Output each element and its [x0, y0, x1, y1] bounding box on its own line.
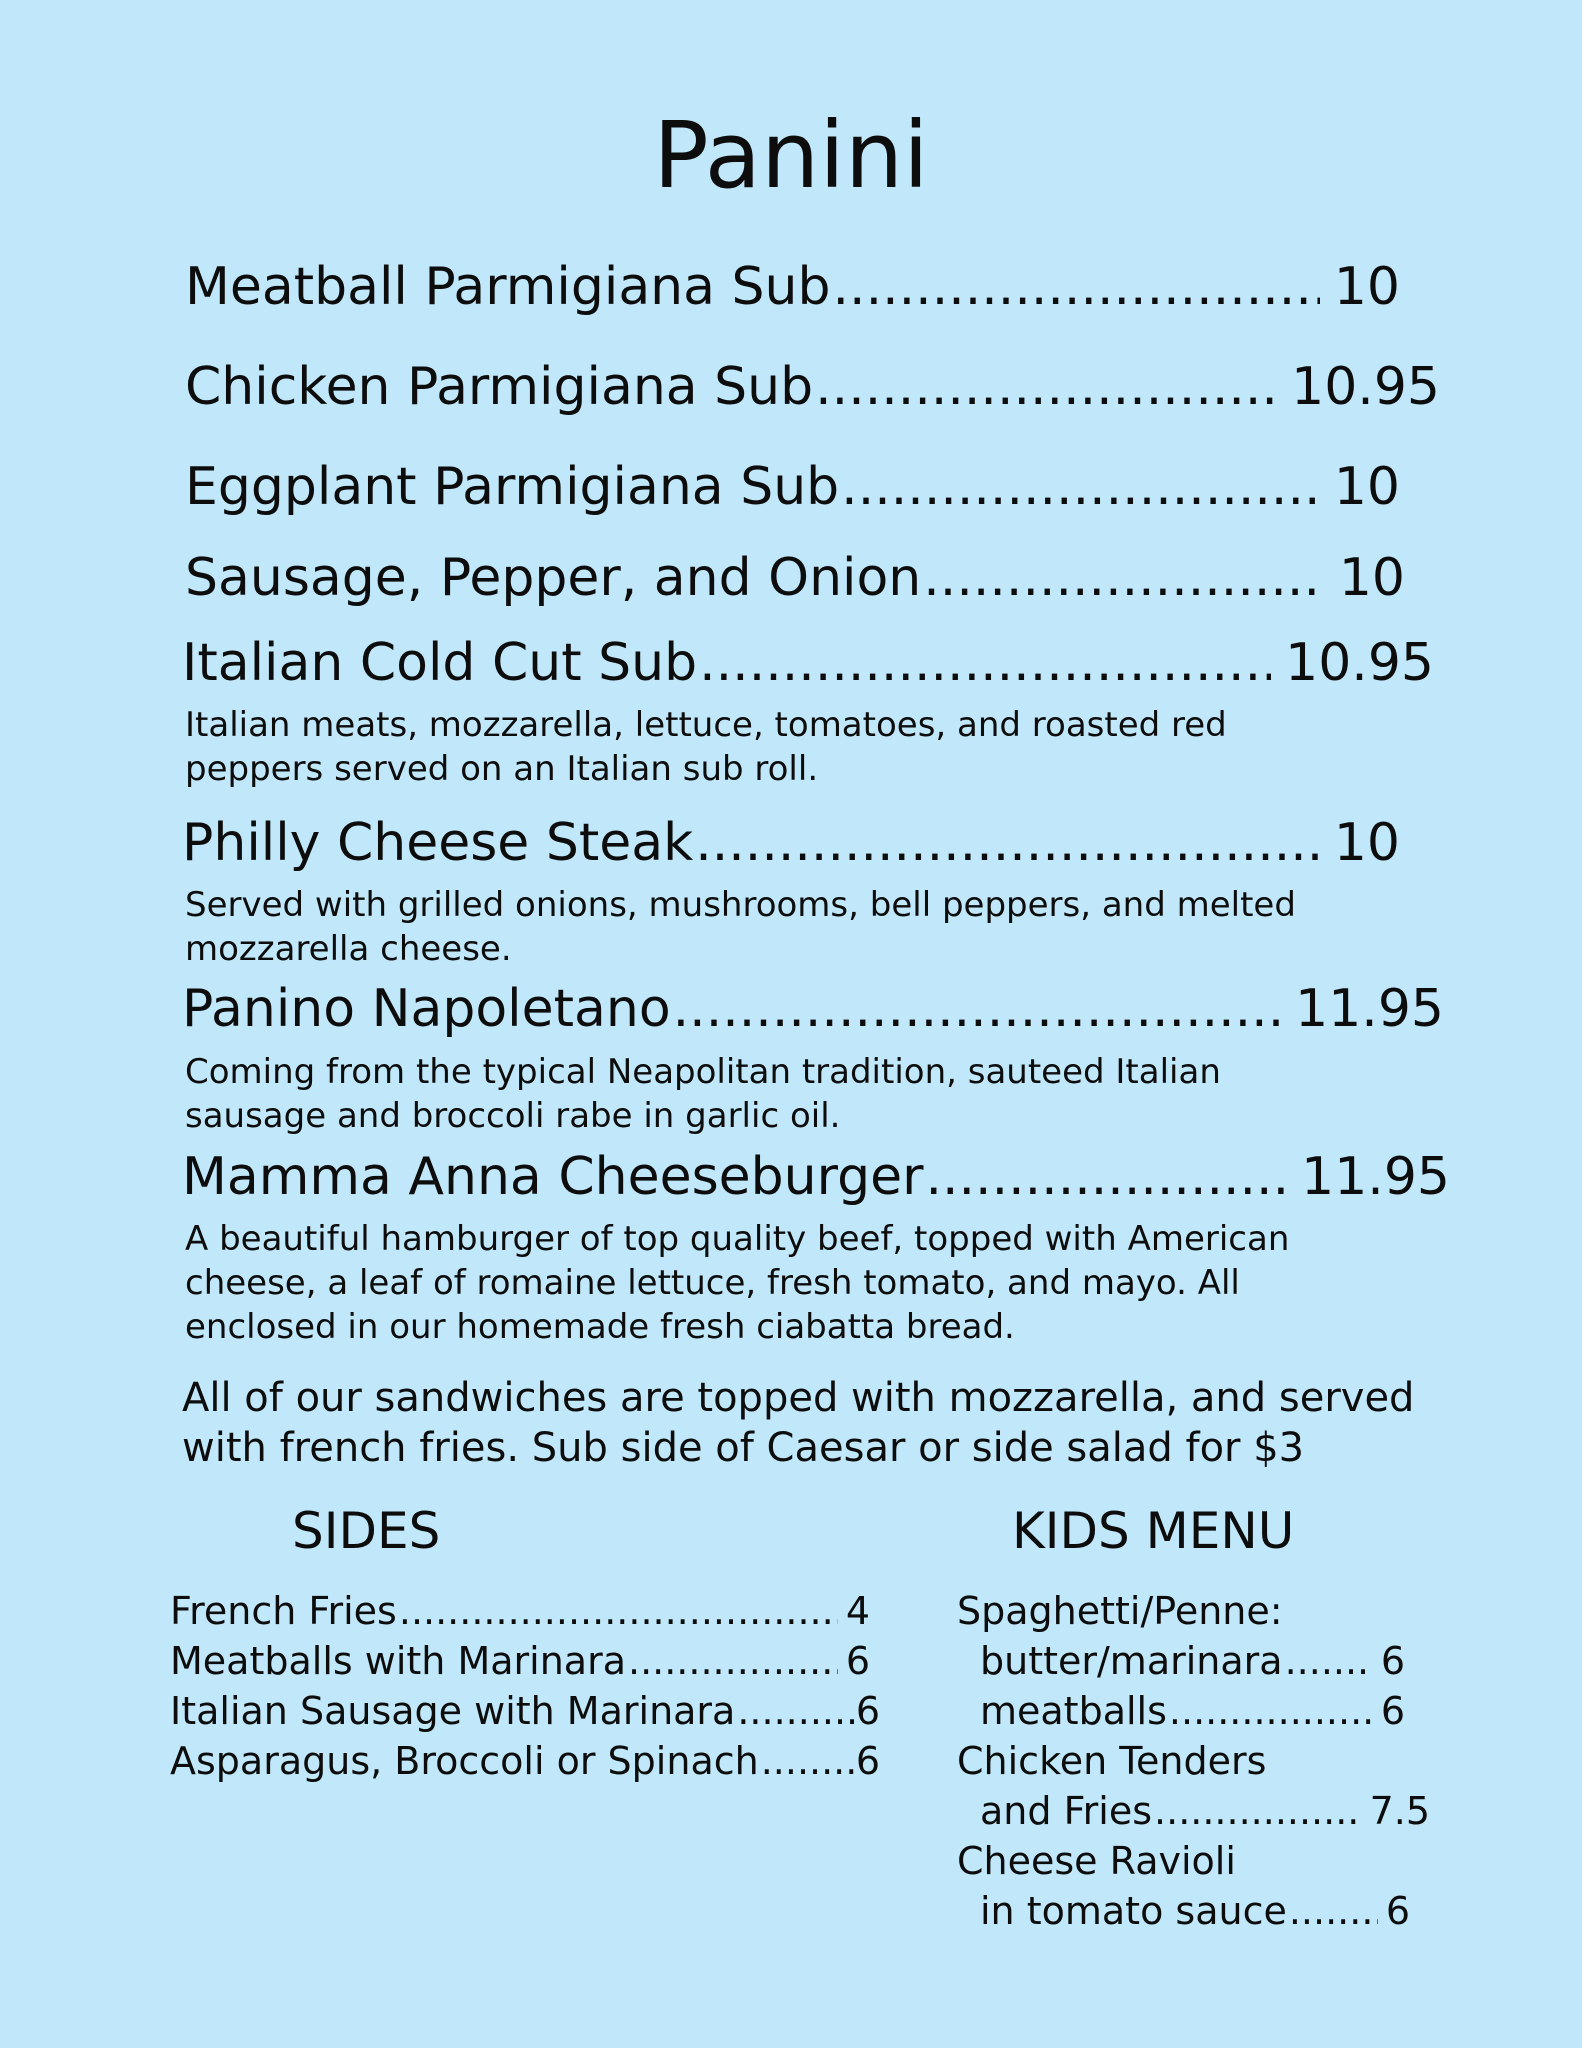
- kids-menu-heading: KIDS MENU: [1012, 1502, 1295, 1560]
- item-name: meatballs: [980, 1690, 1167, 1733]
- menu-item: [182, 980, 1444, 1040]
- item-name: Philly Cheese Steak: [182, 814, 694, 873]
- item-price: 6: [1385, 1890, 1410, 1933]
- item-description: [185, 883, 1296, 971]
- kids-item: [980, 1690, 1405, 1734]
- item-price: 10.95: [1291, 358, 1440, 417]
- description-line: A beautiful hamburger of top quality beef, topped with American: [185, 1219, 1290, 1259]
- note-line: All of our sandwiches are topped with mozzarella, and served: [182, 1375, 1415, 1421]
- leader-dots: [695, 814, 1320, 874]
- item-name: Italian Sausage with Marinara: [170, 1690, 736, 1733]
- menu-item: [182, 1148, 1450, 1208]
- kids-item: [980, 1890, 1410, 1934]
- item-name: Sausage, Pepper, and Onion: [185, 549, 922, 608]
- item-name: Panino Napoletano: [182, 980, 671, 1039]
- item-price: 11.95: [1295, 980, 1444, 1039]
- leader-dots: [923, 549, 1325, 609]
- leader-dots: [1285, 1640, 1373, 1684]
- leader-dots: [761, 1740, 856, 1784]
- leader-dots: [833, 258, 1320, 318]
- side-item: [170, 1740, 880, 1784]
- description-line: mozzarella cheese.: [185, 929, 512, 969]
- item-price: 7.5: [1369, 1790, 1430, 1833]
- item-name: in tomato sauce: [980, 1890, 1287, 1933]
- item-name: French Fries: [170, 1590, 397, 1633]
- menu-item: [185, 358, 1440, 418]
- description-line: sausage and broccoli rabe in garlic oil.: [185, 1096, 841, 1136]
- leader-dots: [1169, 1690, 1373, 1734]
- menu-item: [185, 549, 1405, 609]
- kids-spaghetti-label: Spaghetti/Penne:: [957, 1589, 1283, 1633]
- description-line: enclosed in our homemade fresh ciabatta bread.: [185, 1307, 1015, 1347]
- leader-dots: [841, 458, 1320, 518]
- side-item: [170, 1640, 870, 1684]
- item-description: [185, 1217, 1289, 1349]
- description-line: peppers served on an Italian sub roll.: [185, 749, 819, 789]
- item-price: 6: [1380, 1640, 1405, 1683]
- item-name: Eggplant Parmigiana Sub: [185, 458, 840, 517]
- menu-item: [185, 258, 1400, 318]
- item-price: 10: [1333, 258, 1400, 317]
- sides-heading: SIDES: [292, 1502, 441, 1560]
- leader-dots: [925, 1148, 1287, 1208]
- item-price: 10: [1333, 814, 1400, 873]
- item-price: 10.95: [1285, 634, 1434, 693]
- item-name: Meatballs with Marinara: [170, 1640, 626, 1683]
- item-price: 6: [845, 1640, 870, 1683]
- description-line: cheese, a leaf of romaine lettuce, fresh tomato, and mayo. All: [185, 1263, 1240, 1303]
- kids-item: [980, 1640, 1405, 1684]
- description-line: Coming from the typical Neapolitan tradition, sauteed Italian: [185, 1052, 1221, 1092]
- item-name: Meatball Parmigiana Sub: [185, 258, 831, 317]
- leader-dots: [628, 1640, 838, 1684]
- note-line: with french fries. Sub side of Caesar or side salad for $3: [182, 1425, 1305, 1471]
- side-item: [170, 1690, 880, 1734]
- kids-ravioli-label: Cheese Ravioli: [957, 1839, 1236, 1883]
- item-name: Italian Cold Cut Sub: [182, 634, 698, 693]
- menu-item: [185, 458, 1400, 518]
- menu-item: [182, 634, 1434, 694]
- item-name: butter/marinara: [980, 1640, 1283, 1683]
- leader-dots: [699, 634, 1271, 694]
- item-price: 6: [1380, 1690, 1405, 1733]
- item-description: [185, 1050, 1221, 1138]
- description-line: Italian meats, mozzarella, lettuce, tomatoes, and roasted red: [185, 705, 1227, 745]
- item-price: 11.95: [1301, 1148, 1450, 1207]
- item-price: 10: [1338, 549, 1405, 608]
- item-name: and Fries: [980, 1790, 1153, 1833]
- leader-dots: [1289, 1890, 1378, 1934]
- leader-dots: [1154, 1790, 1362, 1834]
- menu-item: [182, 814, 1400, 874]
- item-price: 6: [855, 1690, 880, 1733]
- item-name: Mamma Anna Cheeseburger: [182, 1148, 924, 1207]
- description-line: Served with grilled onions, mushrooms, bell peppers, and melted: [185, 885, 1296, 925]
- item-price: 6: [855, 1740, 880, 1783]
- item-description: [185, 703, 1227, 791]
- item-name: Asparagus, Broccoli or Spinach: [170, 1740, 759, 1783]
- side-item: [170, 1590, 870, 1634]
- kids-tenders-label: Chicken Tenders: [957, 1739, 1267, 1783]
- leader-dots: [399, 1590, 838, 1634]
- item-name: Chicken Parmigiana Sub: [185, 358, 814, 417]
- leader-dots: [673, 980, 1281, 1040]
- sandwich-note: [182, 1373, 1422, 1473]
- item-price: 10: [1333, 458, 1400, 517]
- menu-title: Panini: [653, 102, 929, 209]
- leader-dots: [815, 358, 1277, 418]
- item-price: 4: [845, 1590, 870, 1633]
- kids-item: [980, 1790, 1430, 1834]
- leader-dots: [737, 1690, 855, 1734]
